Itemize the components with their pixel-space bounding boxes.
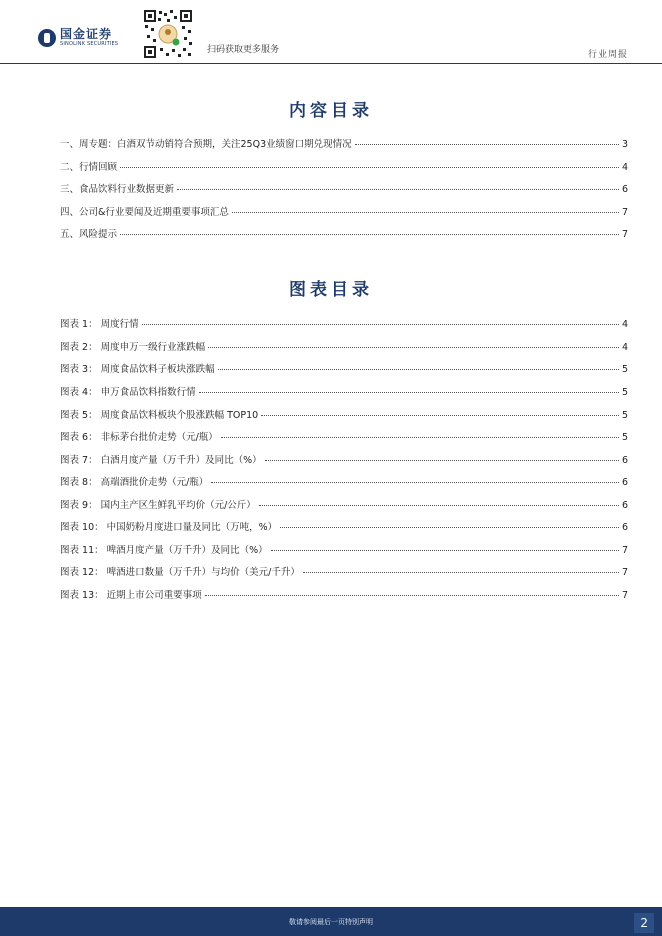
- toc-entry-label: 五、风险提示: [60, 229, 118, 240]
- figure-entry-page: 5: [621, 410, 628, 421]
- figure-entry-page: 6: [621, 500, 628, 511]
- figure-entry[interactable]: [60, 429, 628, 443]
- dot-leader: [303, 572, 619, 573]
- figure-entry-page: 7: [621, 545, 628, 556]
- logo-en-text: SINOLINK SECURITIES: [60, 41, 119, 47]
- dot-leader: [261, 415, 619, 416]
- toc-entry-label: 一、周专题：白酒双节动销符合预期，关注25Q3业绩窗口期兑现情况: [60, 139, 352, 150]
- dot-leader: [355, 144, 619, 145]
- dot-leader: [218, 369, 619, 370]
- page-footer: [0, 907, 662, 936]
- dot-leader: [265, 460, 619, 461]
- toc-entry-label: 四、公司&行业要闻及近期重要事项汇总: [60, 207, 229, 218]
- dot-leader: [259, 505, 619, 506]
- figure-entry-label: 图表 6： 非标茅台批价走势（元/瓶）: [60, 432, 218, 443]
- toc-entry-page: 4: [621, 162, 628, 173]
- figure-entry[interactable]: [60, 474, 628, 488]
- dot-leader: [221, 437, 619, 438]
- figure-entry[interactable]: [60, 384, 628, 398]
- figure-entry[interactable]: [60, 587, 628, 601]
- figure-entry-page: 4: [621, 319, 628, 330]
- figure-entry-page: 5: [621, 364, 628, 375]
- dot-leader: [177, 189, 619, 190]
- figure-entry-label: 图表 2： 周度申万一级行业涨跌幅: [60, 342, 206, 353]
- figure-entry[interactable]: [60, 361, 628, 375]
- toc-entry[interactable]: [60, 226, 628, 240]
- figure-entry[interactable]: [60, 407, 628, 421]
- toc-entry[interactable]: [60, 204, 628, 218]
- figure-entry-label: 图表 11： 啤酒月度产量（万千升）及同比（%）: [60, 545, 268, 556]
- header-divider: [0, 63, 662, 64]
- dot-leader: [232, 212, 619, 213]
- page-header: [0, 0, 662, 64]
- figure-entry-page: 4: [621, 342, 628, 353]
- toc-entry[interactable]: [60, 181, 628, 195]
- toc-entry[interactable]: [60, 136, 628, 150]
- figure-entry-label: 图表 13： 近期上市公司重要事项: [60, 590, 202, 601]
- company-logo: [38, 28, 118, 47]
- dot-leader: [199, 392, 619, 393]
- toc-entry-label: 二、行情回顾: [60, 162, 118, 173]
- figure-entry-label: 图表 4： 申万食品饮料指数行情: [60, 387, 196, 398]
- dot-leader: [142, 324, 619, 325]
- figure-entry[interactable]: [60, 316, 628, 330]
- dot-leader: [208, 347, 619, 348]
- figure-entry-page: 5: [621, 432, 628, 443]
- toc-entry-label: 三、食品饮料行业数据更新: [60, 184, 175, 195]
- figure-entry[interactable]: [60, 339, 628, 353]
- dot-leader: [120, 167, 619, 168]
- figure-entry-page: 6: [621, 455, 628, 466]
- figure-entry-label: 图表 3： 周度食品饮料子板块涨跌幅: [60, 364, 215, 375]
- page-number: 2: [634, 913, 654, 933]
- figure-entry-page: 6: [621, 522, 628, 533]
- figure-entry-page: 5: [621, 387, 628, 398]
- figure-entry-label: 图表 9： 国内主产区生鲜乳平均价（元/公斤）: [60, 500, 256, 511]
- figure-entry[interactable]: [60, 519, 628, 533]
- scan-for-services-text: 扫码获取更多服务: [207, 45, 280, 55]
- figure-entry-page: 7: [621, 590, 628, 601]
- toc-entry-page: 7: [621, 229, 628, 240]
- figure-entry-label: 图表 7： 白酒月度产量（万千升）及同比（%）: [60, 455, 262, 466]
- toc-title: 内容目录: [289, 101, 373, 121]
- figure-entry-label: 图表 12： 啤酒进口数量（万千升）与均价（美元/千升）: [60, 567, 300, 578]
- report-type-label: 行业周报: [587, 50, 628, 60]
- qr-code-icon[interactable]: [142, 8, 194, 60]
- toc-entry[interactable]: [60, 159, 628, 173]
- dot-leader: [120, 234, 619, 235]
- dot-leader: [211, 482, 619, 483]
- logo-cn-text: 国金证券: [60, 27, 113, 41]
- figure-entry-page: 6: [621, 477, 628, 488]
- toc-entry-page: 6: [621, 184, 628, 195]
- figure-entry-label: 图表 5： 周度食品饮料板块个股涨跌幅 TOP10: [60, 410, 259, 421]
- toc-entry-page: 3: [621, 139, 628, 150]
- dot-leader: [280, 527, 619, 528]
- figure-entry[interactable]: [60, 452, 628, 466]
- dot-leader: [271, 550, 619, 551]
- logo-mark-icon: [38, 29, 56, 47]
- figure-entry[interactable]: [60, 542, 628, 556]
- figure-entry-label: 图表 10： 中国奶粉月度进口量及同比（万吨，%）: [60, 522, 278, 533]
- figure-entry[interactable]: [60, 564, 628, 578]
- figure-entry-label: 图表 1： 周度行情: [60, 319, 139, 330]
- disclaimer-text: 敬请参阅最后一页特别声明: [289, 918, 373, 926]
- toc-entry-page: 7: [621, 207, 628, 218]
- dot-leader: [205, 595, 619, 596]
- figure-entry[interactable]: [60, 497, 628, 511]
- figure-entry-label: 图表 8： 高端酒批价走势（元/瓶）: [60, 477, 209, 488]
- figures-title: 图表目录: [289, 280, 373, 300]
- figure-entry-page: 7: [621, 567, 628, 578]
